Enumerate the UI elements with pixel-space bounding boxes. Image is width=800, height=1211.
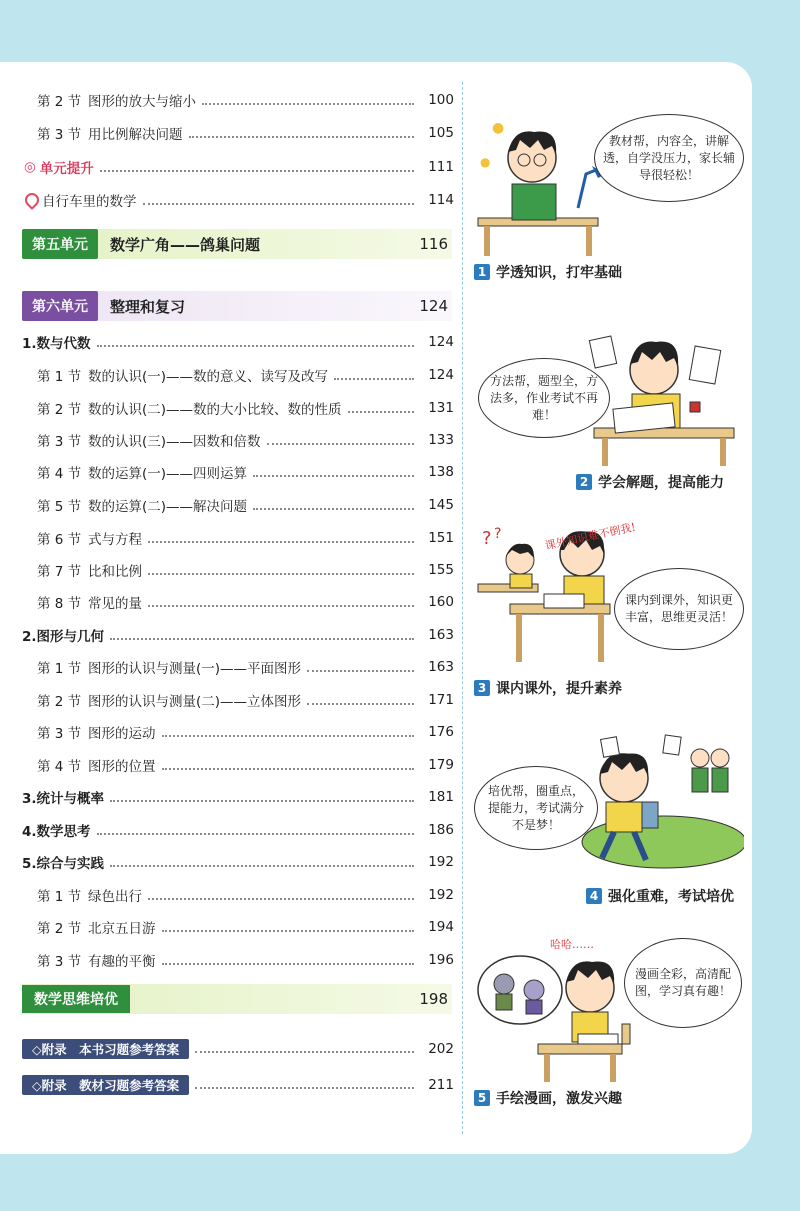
- caption-number: 1: [474, 264, 490, 280]
- section-number: 第 7 节: [37, 564, 82, 580]
- section-title: 数的运算(一)——四则运算: [88, 466, 248, 482]
- caption-number: 3: [474, 680, 490, 696]
- toc-row[interactable]: [22, 850, 454, 874]
- leader-dots: [148, 605, 414, 607]
- section-title: 自行车里的数学: [42, 194, 137, 210]
- illustration: [474, 732, 744, 882]
- speech-bubble: 漫画全彩，高清配图，学习真有趣！: [624, 938, 742, 1028]
- leader-dots: [97, 345, 414, 347]
- leader-dots: [195, 1087, 414, 1089]
- page-number: 171: [428, 692, 454, 708]
- leader-dots: [307, 670, 414, 672]
- section-title: 图形的认识与测量(一)——平面图形: [88, 661, 302, 677]
- page-number: 133: [428, 432, 454, 448]
- page-number: 196: [428, 952, 454, 968]
- page-number: 198: [419, 990, 448, 1008]
- page-number: 100: [428, 92, 454, 108]
- section-title: 图形的运动: [88, 726, 156, 742]
- section-number: 第 2 节: [37, 94, 82, 110]
- illustration: [474, 108, 744, 258]
- speech-bubble: 教材帮，内容全，讲解透，自学没压力，家长辅导很轻松！: [594, 114, 744, 202]
- leader-dots: [148, 573, 414, 575]
- appendix-row[interactable]: [22, 1038, 454, 1060]
- page-number: 131: [428, 400, 454, 416]
- leader-dots: [148, 898, 414, 900]
- chapter-title: 2.图形与几何: [22, 629, 105, 645]
- leader-dots: [97, 833, 414, 835]
- toc-row[interactable]: [22, 623, 454, 647]
- unit-6-heading[interactable]: [22, 291, 452, 321]
- column-divider: [462, 82, 463, 1134]
- leader-dots: [348, 411, 414, 413]
- svg-text:?: ?: [494, 526, 502, 542]
- leader-dots: [110, 865, 414, 867]
- illustration: [474, 934, 744, 1084]
- section-number: 第 1 节: [37, 889, 82, 905]
- toc-row[interactable]: [22, 558, 454, 582]
- toc-row[interactable]: [22, 121, 454, 145]
- toc-row[interactable]: [22, 915, 454, 939]
- page-number: 186: [428, 822, 454, 838]
- caption-text: 强化重难，考试培优: [608, 889, 734, 905]
- section-title: 图形的认识与测量(二)——立体图形: [88, 694, 302, 710]
- illustration: [474, 520, 744, 674]
- section-title: 式与方程: [88, 532, 142, 548]
- caption-number: 4: [586, 888, 602, 904]
- feature-caption: [474, 262, 744, 282]
- toc-row[interactable]: [22, 428, 454, 452]
- svg-text:?: ?: [482, 528, 492, 549]
- leader-dots: [100, 170, 414, 172]
- toc-row[interactable]: [22, 396, 454, 420]
- leader-dots: [148, 541, 414, 543]
- thinking-heading[interactable]: [22, 984, 452, 1014]
- section-title: 数的运算(二)——解决问题: [88, 499, 248, 515]
- feature-caption: [474, 886, 734, 906]
- section-number: 第 4 节: [37, 466, 82, 482]
- section-title: 比和比例: [88, 564, 142, 580]
- toc-row[interactable]: [22, 883, 454, 907]
- leader-dots: [307, 703, 414, 705]
- page-number: 179: [428, 757, 454, 773]
- toc-row[interactable]: [22, 526, 454, 550]
- chapter-title: 3.统计与概率: [22, 791, 105, 807]
- section-number: 第 5 节: [37, 499, 82, 515]
- feature-card-3: [474, 520, 744, 698]
- section-number: 第 4 节: [37, 759, 82, 775]
- toc-row[interactable]: [22, 818, 454, 842]
- leader-dots: [162, 963, 415, 965]
- section-number: 第 3 节: [37, 127, 82, 143]
- leader-dots: [143, 203, 415, 205]
- speech-bubble: 培优帮，圈重点，提能力，考试满分不是梦！: [474, 766, 598, 850]
- caption-text: 学会解题，提高能力: [598, 475, 724, 491]
- caption-text: 课内课外，提升素养: [496, 681, 622, 697]
- toc-row[interactable]: [22, 688, 454, 712]
- feature-caption: [474, 678, 744, 698]
- section-tag: 数学思维培优: [22, 985, 130, 1013]
- page-number: 194: [428, 919, 454, 935]
- section-number: 第 1 节: [37, 369, 82, 385]
- toc-row[interactable]: [22, 460, 454, 484]
- feature-card-1: [474, 108, 744, 282]
- appendix-tag: ◇附录 本书习题参考答案: [22, 1039, 189, 1059]
- section-title: 用比例解决问题: [88, 127, 183, 143]
- section-title: 常见的量: [88, 596, 142, 612]
- section-title: 数的认识(一)——数的意义、读写及改写: [88, 369, 329, 385]
- section-title: 数的认识(二)——数的大小比较、数的性质: [88, 402, 342, 418]
- section-title: 有趣的平衡: [88, 954, 156, 970]
- page-number: 163: [428, 627, 454, 643]
- speech-bubble: 课内到课外，知识更丰富，思维更灵活！: [614, 568, 744, 650]
- location-pin-icon: [24, 193, 36, 207]
- toc-row[interactable]: [22, 493, 454, 517]
- toc-row[interactable]: [22, 330, 454, 354]
- leader-dots: [253, 475, 414, 477]
- caption-text: 学透知识，打牢基础: [496, 265, 622, 281]
- table-of-contents: [0, 62, 462, 1154]
- toc-row[interactable]: [22, 753, 454, 777]
- page-number: 116: [419, 235, 448, 253]
- page-number: 202: [428, 1041, 454, 1057]
- toc-row[interactable]: [22, 785, 454, 809]
- section-title: 图形的位置: [88, 759, 156, 775]
- page-number: 176: [428, 724, 454, 740]
- chapter-title: 5.综合与实践: [22, 856, 105, 872]
- feature-card-4: [474, 732, 744, 906]
- toc-row-bicycle-math[interactable]: [24, 188, 454, 212]
- section-title: 单元提升: [39, 161, 94, 177]
- caption-number: 5: [474, 1090, 490, 1106]
- page-number: 211: [428, 1077, 454, 1093]
- section-number: 第 2 节: [37, 921, 82, 937]
- leader-dots: [202, 103, 414, 105]
- toc-row[interactable]: [22, 948, 454, 972]
- chapter-title: 4.数学思考: [22, 824, 91, 840]
- toc-row[interactable]: [22, 88, 454, 112]
- section-number: 第 3 节: [37, 954, 82, 970]
- page-sheet: [0, 62, 752, 1154]
- section-number: 第 1 节: [37, 661, 82, 677]
- leader-dots: [195, 1051, 414, 1053]
- section-title: 北京五日游: [88, 921, 156, 937]
- page-number: 124: [428, 334, 454, 350]
- leader-dots: [334, 378, 414, 380]
- feature-caption: [474, 472, 724, 492]
- leader-dots: [110, 638, 414, 640]
- illustration: [474, 318, 744, 468]
- chapter-title: 1.数与代数: [22, 336, 91, 352]
- speech-bubble: 方法帮，题型全，方法多，作业考试不再难！: [478, 358, 610, 438]
- page-number: 124: [419, 297, 448, 315]
- page-number: 163: [428, 659, 454, 675]
- svg-text:●: ●: [492, 120, 505, 136]
- svg-text:●: ●: [480, 155, 491, 169]
- page-number: 155: [428, 562, 454, 578]
- feature-caption: [474, 1088, 744, 1108]
- page-number: 138: [428, 464, 454, 480]
- page-number: 151: [428, 530, 454, 546]
- section-title: 绿色出行: [88, 889, 142, 905]
- caption-number: 2: [576, 474, 592, 490]
- page-number: 192: [428, 854, 454, 870]
- unit-5-heading[interactable]: [22, 229, 452, 259]
- toc-row-unit-review[interactable]: [24, 155, 454, 179]
- page-number: 145: [428, 497, 454, 513]
- page-number: 160: [428, 594, 454, 610]
- page-number: 124: [428, 367, 454, 383]
- leader-dots: [162, 735, 415, 737]
- appendix-tag: ◇附录 教材习题参考答案: [22, 1075, 189, 1095]
- leader-dots: [267, 443, 414, 445]
- page-number: 111: [428, 159, 454, 175]
- toc-row[interactable]: [22, 590, 454, 614]
- appendix-row[interactable]: [22, 1074, 454, 1096]
- section-number: 第 8 节: [37, 596, 82, 612]
- section-number: 第 2 节: [37, 694, 82, 710]
- leader-dots: [110, 800, 414, 802]
- toc-row[interactable]: [22, 720, 454, 744]
- exclamation-text: 课外知识难不倒我!: [543, 520, 637, 553]
- leader-dots: [162, 930, 415, 932]
- page-number: 181: [428, 789, 454, 805]
- section-title: 图形的放大与缩小: [88, 94, 196, 110]
- feature-card-5: [474, 934, 744, 1108]
- section-number: 第 6 节: [37, 532, 82, 548]
- page-number: 192: [428, 887, 454, 903]
- toc-row[interactable]: [22, 655, 454, 679]
- leader-dots: [189, 136, 415, 138]
- section-title: 数的认识(三)——因数和倍数: [88, 434, 261, 450]
- unit-title: 数学广角——鸽巢问题: [110, 235, 261, 254]
- leader-dots: [162, 768, 415, 770]
- unit-tag: 第六单元: [22, 291, 98, 321]
- laugh-text: 哈哈……: [550, 938, 594, 951]
- caption-text: 手绘漫画，激发兴趣: [496, 1091, 622, 1107]
- toc-row[interactable]: [22, 363, 454, 387]
- section-number: 第 2 节: [37, 402, 82, 418]
- section-number: 第 3 节: [37, 726, 82, 742]
- section-number: 第 3 节: [37, 434, 82, 450]
- page-number: 114: [428, 192, 454, 208]
- page-number: 105: [428, 125, 454, 141]
- leader-dots: [253, 508, 414, 510]
- unit-title: 整理和复习: [110, 297, 186, 316]
- unit-tag: 第五单元: [22, 229, 98, 259]
- feature-card-2: [474, 318, 744, 492]
- circle-mark-icon: ◎: [24, 159, 36, 175]
